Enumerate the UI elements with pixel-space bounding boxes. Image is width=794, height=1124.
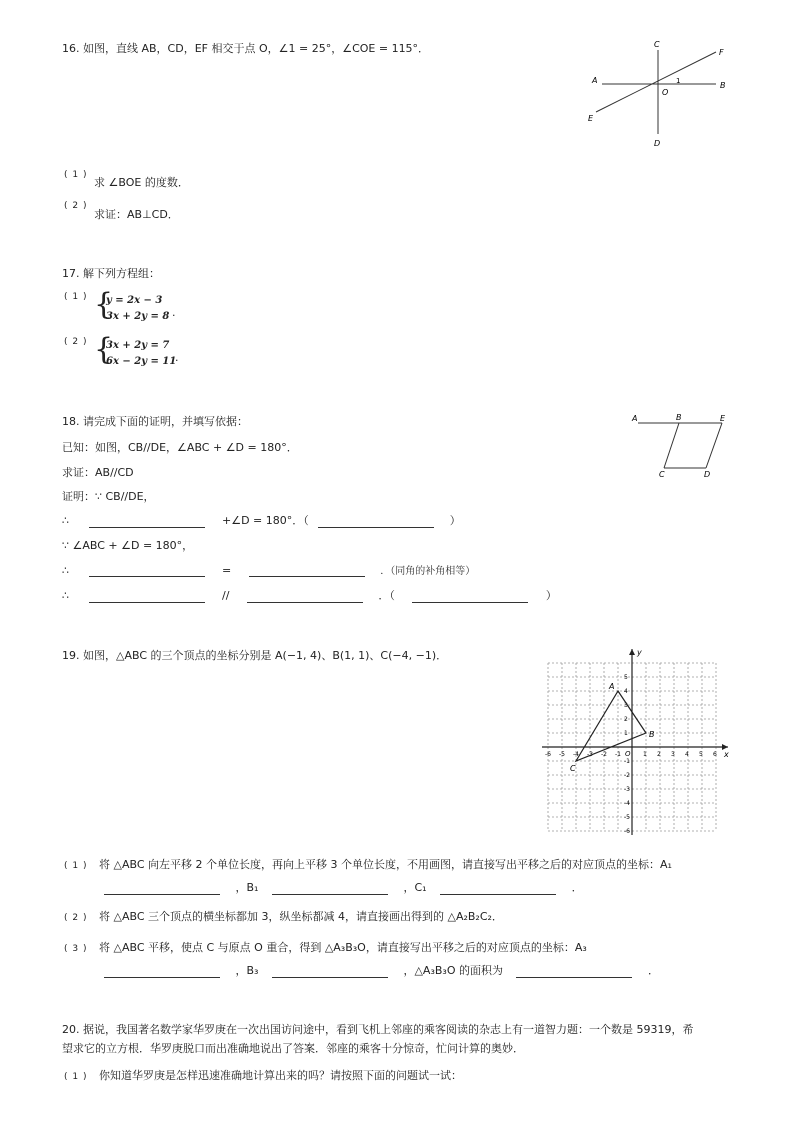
q17-part1-end: . — [172, 306, 176, 319]
blank-input[interactable] — [89, 590, 205, 603]
vertex-b-label: B — [649, 730, 655, 739]
label-d: D — [654, 139, 661, 148]
y-tick-label: 2 — [624, 716, 628, 723]
q18-line4-end: ．（ — [378, 589, 395, 602]
q19-part1-text: 将 △ABC 向左平移 2 个单位长度，再向上平移 3 个单位长度，不用画图，请直接写出平移之后的对应顶点的坐标：A₁ — [98, 858, 672, 871]
label-a: A — [632, 414, 638, 423]
y-tick-label: -3 — [624, 786, 630, 793]
x-tick-label: 1 — [643, 751, 647, 758]
q17-part2-eq1: 3x + 2y = 7 — [106, 340, 170, 351]
q19-part1-end: ． — [571, 881, 583, 894]
q19-part1-b: ，B₁ — [235, 881, 259, 894]
q20-stem-line2: 望求它的立方根．华罗庚脱口而出准确地说出了答案．邻座的乘客十分惊奇，忙问计算的奥妙． — [62, 1042, 524, 1055]
q17-part2-system — [106, 338, 176, 370]
q17-part2-eq2: 6x − 2y = 11 — [106, 356, 177, 367]
therefore-symbol: ∴ — [62, 589, 69, 602]
q17-part1-eq2: 3x + 2y = 8 — [106, 311, 170, 322]
q17-part1-brace: { — [94, 287, 114, 322]
line-de — [706, 423, 722, 468]
x-axis-label: x — [724, 750, 729, 759]
y-tick-label: -2 — [624, 772, 630, 779]
label-f: F — [719, 48, 724, 57]
therefore-symbol: ∴ — [62, 564, 69, 577]
q20-stem-line1: 20. 据说，我国著名数学家华罗庚在一次出国访问途中，看到飞机上邻座的乘客阅读的杂志上有一道智力题：一个数是 59319，希 — [62, 1023, 694, 1036]
q16-part2: 求证：AB⊥CD． — [94, 208, 179, 221]
q19-part3-number: ( 3 ) — [64, 944, 88, 954]
y-tick-label: 5 — [624, 674, 628, 681]
x-tick-label: -3 — [587, 751, 593, 758]
x-tick-label: 4 — [685, 751, 689, 758]
q19-part3-c: ，△A₃B₃O 的面积为 — [403, 964, 503, 977]
blank-input[interactable] — [247, 590, 363, 603]
therefore-symbol: ∴ — [62, 514, 69, 527]
blank-input[interactable] — [440, 882, 556, 895]
q20-part1 — [64, 1067, 462, 1083]
x-tick-label: -5 — [559, 751, 565, 758]
x-tick-label: 2 — [657, 751, 661, 758]
q18-line3 — [62, 562, 475, 577]
q18-line3-mid: = — [222, 564, 232, 577]
q19-part2-text: 将 △ABC 三个顶点的横坐标都加 3，纵坐标都减 4，请直接画出得到的 △A₂B₂C₂． — [98, 910, 503, 923]
y-tick-label: 3 — [624, 702, 628, 709]
blank-input[interactable] — [89, 515, 205, 528]
q17-part2-number: ( 2 ) — [64, 337, 88, 347]
label-b: B — [720, 81, 726, 90]
q17-stem: 17. 解下列方程组： — [62, 267, 160, 280]
line-ef — [596, 52, 716, 112]
q17-part2-end: . — [175, 351, 179, 364]
q19-stem: 19. 如图，△ABC 的三个顶点的坐标分别是 A(−1, 4)、B(1, 1)、C(−4, −1)． — [62, 649, 448, 662]
blank-input[interactable] — [272, 965, 388, 978]
x-tick-label: -1 — [615, 751, 621, 758]
q18-line1 — [62, 512, 461, 528]
parallel-symbol: // — [222, 589, 230, 602]
y-tick-label: 1 — [624, 730, 628, 737]
blank-input[interactable] — [318, 515, 434, 528]
line-bc — [664, 423, 679, 468]
x-tick-label: -6 — [545, 751, 551, 758]
q17-part1-system — [106, 293, 169, 325]
y-axis-arrow — [629, 649, 635, 655]
q19-part2 — [64, 908, 503, 924]
q19-part2-number: ( 2 ) — [64, 913, 88, 923]
label-e: E — [588, 114, 594, 123]
x-tick-label: -4 — [573, 751, 579, 758]
blank-input[interactable] — [104, 882, 220, 895]
blank-input[interactable] — [272, 882, 388, 895]
q19-part1-answers — [104, 879, 583, 895]
origin-label: O — [625, 750, 631, 758]
q18-line3-end: ．（同角的补角相等） — [380, 566, 476, 577]
q19-part3-text: 将 △ABC 平移，使点 C 与原点 O 重合，得到 △A₃B₃O，请直接写出平移之后的对应顶点的坐标：A₃ — [98, 941, 587, 954]
x-tick-label: 6 — [713, 751, 717, 758]
q18-line1-mid: +∠D = 180°．（ — [222, 514, 309, 527]
q20-part1-number: ( 1 ) — [64, 1072, 88, 1082]
blank-input[interactable] — [412, 590, 528, 603]
q18-figure — [626, 410, 736, 480]
vertex-a-label: A — [609, 682, 615, 691]
y-tick-label: -5 — [624, 814, 630, 821]
q16-part2-number: ( 2 ) — [64, 201, 88, 211]
q18-line2: ∵ ∠ABC + ∠D = 180°， — [62, 539, 194, 552]
y-tick-label: -6 — [624, 828, 630, 835]
q20-part1-text: 你知道华罗庚是怎样迅速准确地计算出来的吗？请按照下面的问题试一试： — [98, 1069, 462, 1082]
y-tick-label: 4 — [624, 688, 628, 695]
blank-input[interactable] — [249, 564, 365, 577]
x-tick-label: 5 — [699, 751, 703, 758]
q19-coordinate-grid — [526, 640, 738, 840]
label-d: D — [704, 470, 711, 479]
q18-line4 — [62, 587, 557, 603]
q18-given: 已知：如图，CB//DE，∠ABC + ∠D = 180°． — [62, 441, 298, 454]
q16-figure — [586, 38, 736, 150]
q19-part3-b: ，B₃ — [235, 964, 259, 977]
q16-stem: 16. 如图，直线 AB，CD，EF 相交于点 O，∠1 = 25°，∠COE = 115°． — [62, 42, 430, 55]
q18-proof: 证明：∵ CB//DE， — [62, 490, 155, 503]
q19-part3-end: ． — [647, 964, 659, 977]
label-e: E — [720, 414, 726, 423]
blank-input[interactable] — [104, 965, 220, 978]
label-c: C — [659, 470, 665, 479]
label-a: A — [592, 76, 598, 85]
q18-prove: 求证：AB//CD — [62, 466, 134, 479]
x-tick-label: 3 — [671, 751, 675, 758]
q16-part1-number: ( 1 ) — [64, 170, 88, 180]
q17-part1-eq1: y = 2x − 3 — [106, 295, 163, 306]
q19-part1-c: ，C₁ — [403, 881, 427, 894]
vertex-c-label: C — [570, 764, 576, 773]
q19-part1 — [64, 856, 672, 872]
label-b: B — [676, 413, 682, 422]
y-tick-label: -1 — [624, 758, 630, 765]
y-axis-label: y — [637, 648, 642, 657]
blank-input[interactable] — [516, 965, 632, 978]
x-tick-label: -2 — [601, 751, 607, 758]
blank-input[interactable] — [89, 564, 205, 577]
label-c: C — [654, 40, 660, 49]
q18-line4-close: ） — [545, 589, 557, 602]
q16-part1: 求 ∠BOE 的度数． — [94, 176, 189, 189]
q19-part3-answers — [104, 962, 659, 978]
q18-stem: 18. 请完成下面的证明，并填写依据： — [62, 415, 248, 428]
label-o: O — [662, 88, 669, 97]
q17-part2-brace: { — [94, 332, 114, 367]
q18-line1-end: ） — [449, 514, 461, 527]
q19-part3 — [64, 939, 587, 955]
y-tick-label: -4 — [624, 800, 630, 807]
label-1: 1 — [676, 77, 681, 85]
q17-part1-number: ( 1 ) — [64, 292, 88, 302]
q19-part1-number: ( 1 ) — [64, 861, 88, 871]
